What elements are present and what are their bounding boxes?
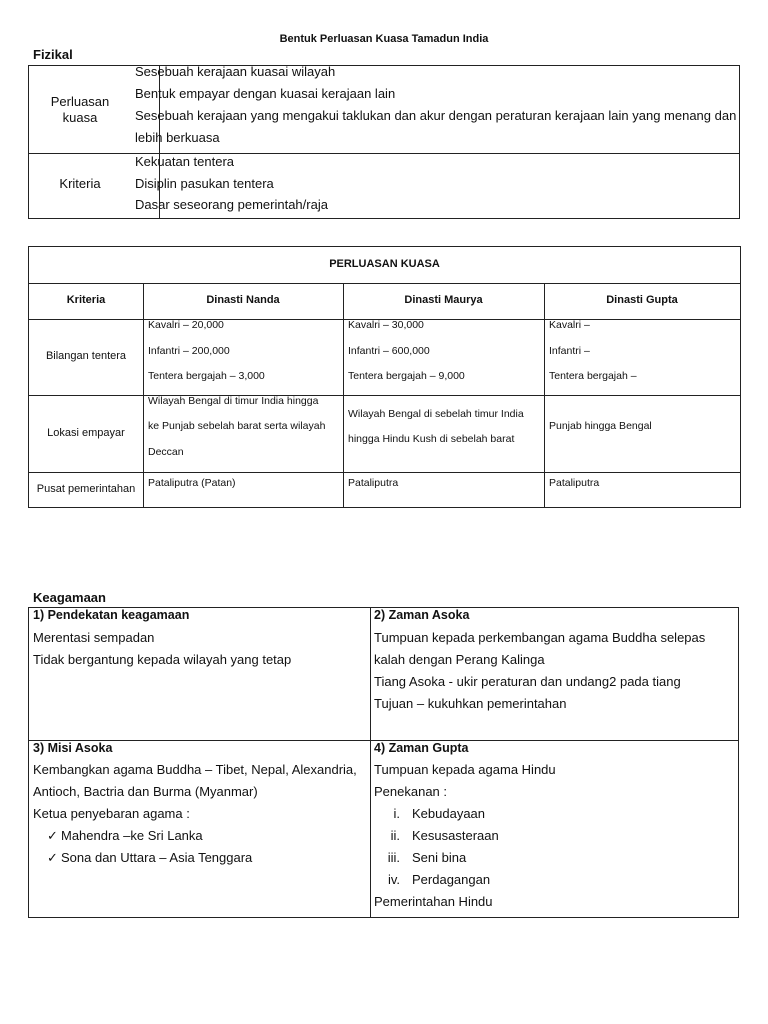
row-label: Bilangan tentera [45, 350, 127, 362]
criteria-line: lebih berkuasa [135, 130, 220, 145]
text-line: Penekanan : [374, 784, 448, 799]
text-line: Kembangkan agama Buddha – Tibet, Nepal, Alexandria, [33, 762, 357, 777]
text-line: Tidak bergantung kepada wilayah yang tetap [33, 652, 292, 667]
table-divider [143, 283, 144, 508]
section-title: 4) Zaman Gupta [374, 741, 469, 755]
criteria-line: Kekuatan tentera [135, 154, 235, 169]
check-item [47, 828, 203, 844]
cell-line: Kavalri – 30,000 [348, 319, 424, 331]
perluasan-kuasa-table [28, 246, 741, 508]
text-line: Ketua penyebaran agama : [33, 806, 190, 821]
table-divider [370, 608, 371, 917]
column-header: Kriteria [66, 294, 106, 306]
label-line: Perluasan kuasa [50, 94, 110, 125]
cell-line: Infantri – 600,000 [348, 345, 430, 357]
table-title: PERLUASAN KUASA [329, 258, 440, 270]
item-numeral: ii. [390, 828, 400, 843]
criteria-line: Sesebuah kerajaan yang mengakui taklukan dan akur dengan peraturan kerajaan lain yang menang dan [135, 108, 737, 123]
criteria-line: Disiplin pasukan tentera [135, 176, 274, 191]
cell-line: Kavalri – [549, 319, 590, 331]
criteria-line: Bentuk empayar dengan kuasai kerajaan lain [135, 86, 396, 101]
text-line: kalah dengan Perang Kalinga [374, 652, 545, 667]
checkmark-icon: ✓ [47, 850, 58, 865]
cell-line: Punjab hingga Bengal [549, 420, 652, 432]
item-numeral: i. [393, 806, 400, 821]
table-divider [343, 283, 344, 508]
check-item [47, 850, 252, 866]
row-label-kriteria: Kriteria [59, 176, 101, 191]
table-divider [29, 283, 740, 284]
column-header: Dinasti Gupta [606, 294, 678, 306]
item-label: Kesusasteraan [412, 828, 499, 843]
checkmark-icon: ✓ [47, 828, 58, 843]
cell-line: Wilayah Bengal di sebelah timur India [348, 408, 524, 420]
table-divider [29, 472, 740, 473]
text-line: Pemerintahan Hindu [374, 894, 493, 909]
cell-line: Infantri – 200,000 [148, 345, 230, 357]
text-line: Tumpuan kepada agama Hindu [374, 762, 556, 777]
criteria-line: Sesebuah kerajaan kuasai wilayah [135, 64, 336, 79]
numbered-item [374, 872, 490, 888]
item-numeral: iii. [387, 850, 400, 865]
cell-line: Kavalri – 20,000 [148, 319, 224, 331]
text-line: Tiang Asoka - ukir peraturan dan undang2 pada tiang [374, 674, 681, 689]
check-item-label: Mahendra –ke Sri Lanka [61, 828, 203, 843]
cell-line: Tentera bergajah – [549, 370, 637, 382]
text-line: Tumpuan kepada perkembangan agama Buddha selepas [374, 630, 706, 645]
text-line: Tujuan – kukuhkan pemerintahan [374, 696, 567, 711]
cell-line: Deccan [148, 446, 184, 458]
row-label-perluasan-kuasa [29, 94, 131, 126]
section-title: 3) Misi Asoka [33, 741, 113, 755]
item-label: Kebudayaan [412, 806, 486, 821]
check-item-label: Sona dan Uttara – Asia Tenggara [61, 850, 253, 865]
fizikal-heading: Fizikal [33, 47, 73, 62]
section-title: 1) Pendekatan keagamaan [33, 608, 190, 622]
keagamaan-heading: Keagamaan [33, 590, 106, 605]
text-line: Antioch, Bactria dan Burma (Myanmar) [33, 784, 258, 799]
cell-line: Wilayah Bengal di timur India hingga [148, 395, 319, 407]
numbered-item [374, 806, 485, 822]
table-divider [29, 395, 740, 396]
item-numeral: iv. [387, 872, 400, 887]
cell-line: Infantri – [549, 345, 590, 357]
cell-line: Pataliputra [549, 477, 600, 489]
item-label: Perdagangan [412, 872, 491, 887]
table-divider [544, 283, 545, 508]
cell-line: hingga Hindu Kush di sebelah barat [348, 433, 515, 445]
section-title: 2) Zaman Asoka [374, 608, 470, 622]
item-label: Seni bina [412, 850, 467, 865]
row-label: Lokasi empayar [47, 427, 125, 439]
cell-line: Pataliputra (Patan) [148, 477, 236, 489]
cell-line: ke Punjab sebelah barat serta wilayah [148, 420, 326, 432]
numbered-item [374, 828, 499, 844]
cell-line: Pataliputra [348, 477, 399, 489]
criteria-line: Dasar seseorang pemerintah/raja [135, 197, 328, 212]
cell-line: Tentera bergajah – 9,000 [348, 370, 465, 382]
keagamaan-table [28, 607, 739, 918]
column-header: Dinasti Nanda [206, 294, 280, 306]
document-title: Bentuk Perluasan Kuasa Tamadun India [279, 33, 489, 45]
cell-line: Tentera bergajah – 3,000 [148, 370, 265, 382]
numbered-item [374, 850, 466, 866]
row-label: Pusat pemerintahan [36, 483, 136, 495]
column-header: Dinasti Maurya [404, 294, 483, 306]
text-line: Merentasi sempadan [33, 630, 155, 645]
fizikal-table [28, 65, 740, 219]
